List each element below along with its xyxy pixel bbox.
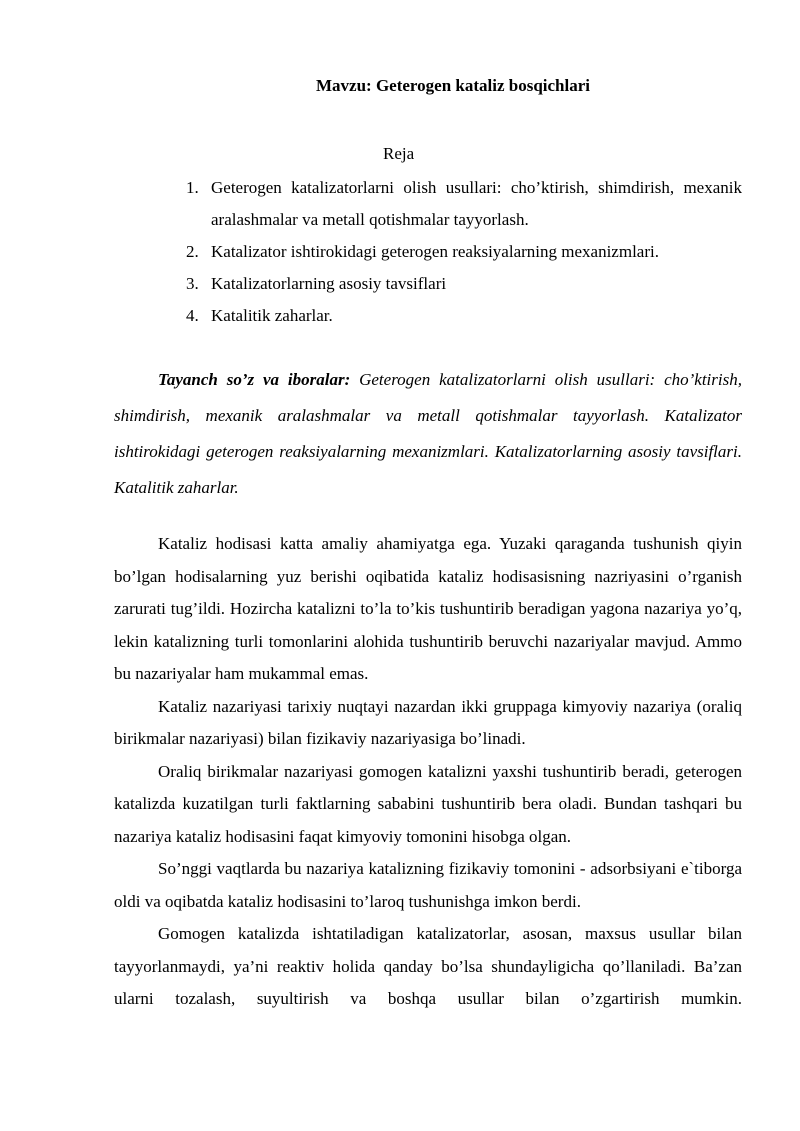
plan-item-number: 4. [186, 306, 199, 325]
plan-item-text: Katalizatorlarning asosiy tavsiflari [211, 274, 447, 293]
plan-item-number: 2. [186, 242, 199, 261]
paragraph: Kataliz nazariyasi tarixiy nuqtayi nazardan ikki gruppaga kimyoviy nazariya (oraliq birikmalar nazariyasi) bilan fizikaviy nazariyasiga bo’linadi. [114, 696, 742, 748]
keywords-paragraph [114, 362, 742, 506]
plan-item-number: 1. [186, 178, 199, 197]
paragraph: Oraliq birikmalar nazariyasi gomogen katalizni yaxshi tushuntirib beradi, geterogen katalizda kuzatilgan turli faktlarning sababini tushuntirib bera oladi. Bundan tashqari bu nazariya kataliz hodisasini faqat kimyoviy tomonini hisobga olgan. [114, 761, 742, 846]
plan-item [186, 268, 742, 300]
plan-item-text: Geterogen katalizatorlarni olish usullari: cho’ktirish, shimdirish, mexanik aralashmalar va metall qotishmalar tayyorlash. [211, 178, 742, 229]
keywords-heading: Tayanch so’z va iboralar: [158, 370, 351, 389]
plan-item [186, 236, 742, 268]
document-title: Mavzu: Geterogen kataliz bosqichlari [315, 76, 591, 95]
plan-item-text: Katalitik zaharlar. [211, 306, 333, 325]
plan-list [186, 172, 742, 332]
paragraph: So’nggi vaqtlarda bu nazariya katalizning fizikaviy tomonini - adsorbsiyani e`tiborga oldi va oqibatda kataliz hodisasini to’laroq tushunishga imkon berdi. [114, 859, 742, 911]
plan-item [186, 300, 742, 332]
plan-item [186, 172, 742, 236]
paragraph: Gomogen katalizda ishtatiladigan katalizatorlar, asosan, maxsus usullar bilan tayyorlanmaydi, ya’ni reaktiv holida qanday bo’lsa shundayligicha qo’llaniladi. Ba’zan ularni tozalash, suyultirish va boshqa usullar bilan o’zgartirish mumkin. [114, 924, 742, 1008]
body-text [114, 528, 742, 1016]
plan-item-number: 3. [186, 274, 199, 293]
plan-item-text: Katalizator ishtirokidagi geterogen reaksiyalarning mexanizmlari. [211, 242, 659, 261]
plan-heading: Reja [383, 144, 415, 163]
paragraph: Kataliz hodisasi katta amaliy ahamiyatga ega. Yuzaki qaraganda tushunish qiyin bo’lgan hodisalarning yuz berishi oqibatida kataliz hodisasisning nazriyasini o’rganish zarurati tug’ildi. Hozircha katalizni to’la to’kis tushuntirib beradigan yagona nazariya yo’q, lekin katalizning turli tomonlarini alohida tushuntirib beruvchi nazariyalar mavjud. Ammo bu nazariyalar ham mukammal emas. [114, 534, 742, 683]
keywords-text: Geterogen katalizatorlarni olish usullari: cho’ktirish, shimdirish, mexanik aralashmalar va metall qotishmalar tayyorlash. Katalizator ishtirokidagi geterogen reaksiyalarning mexanizmlari. Katalizatorlarning asosiy tavsiflari. Katalitik zaharlar. [114, 370, 742, 497]
